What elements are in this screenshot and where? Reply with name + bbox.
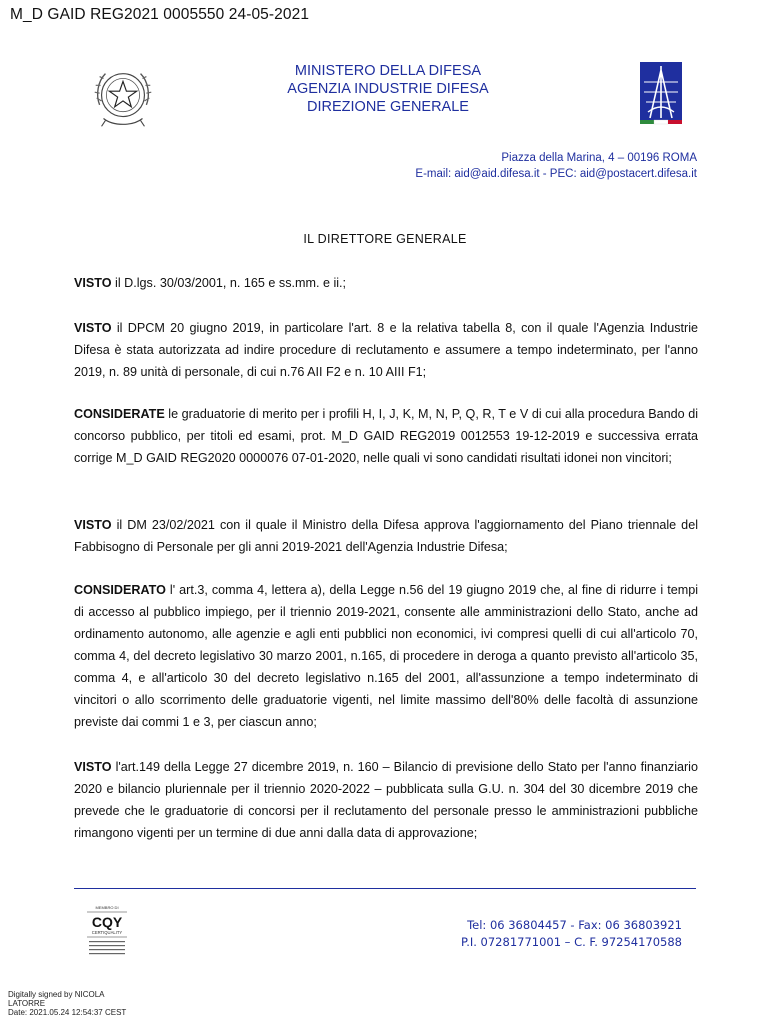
ministry-line-2: AGENZIA INDUSTRIE DIFESA [287, 81, 489, 97]
paragraph-lead: CONSIDERATO [74, 583, 166, 597]
phone-fax-line: Tel: 06 36804457 - Fax: 06 36803921 [467, 918, 682, 932]
address-line: Piazza della Marina, 4 – 00196 ROMA [501, 152, 697, 164]
paragraph-text: l'art.149 della Legge 27 dicembre 2019, n. 160 – Bilancio di previsione dello Stato per l'anno finanziario 2020 e bilancio pluriennale per il triennio 2020-2022 – pubblicata sulla G.U. n. 304 del 30 dicembre 2019 che prevede che le graduatorie di concorsi per il reclutamento del personale presso le amministrazioni pubbliche rimangono vigenti per un termine di due anni dalla data di approvazione; [74, 760, 698, 840]
ministry-line-3: DIREZIONE GENERALE [307, 99, 469, 115]
paragraph-text: il DPCM 20 giugno 2019, in particolare l'art. 8 e la relativa tabella 8, con il quale l'Agenzia Industrie Difesa è stata autorizzata ad indire procedure di reclutamento e assumere a tempo indeterminato, per l'anno 2019, n. 89 unità di personale, di cui n.76 AII F2 e n. 10 AIII F1; [74, 321, 698, 379]
signature-line-2: LATORRE [8, 999, 46, 1008]
paragraph-lead: VISTO [74, 760, 112, 774]
paragraph-text: il DM 23/02/2021 con il quale il Ministro della Difesa approva l'aggiornamento del Piano triennale del Fabbisogno di Personale per gli anni 2019-2021 dell'Agenzia Industrie Difesa; [74, 518, 698, 554]
cert-sub: CERTIQUALITY [91, 930, 123, 935]
document-title: IL DIRETTORE GENERALE [303, 232, 467, 246]
paragraph-4 [74, 514, 698, 558]
paragraph-lead: VISTO [74, 321, 112, 335]
protocol-number: M_D GAID REG2021 0005550 24-05-2021 [10, 6, 310, 23]
cert-mark: CQY [91, 914, 123, 930]
signature-date: Date: 2021.05.24 12:54:37 CEST [8, 1008, 127, 1017]
republic-emblem-icon [84, 60, 162, 138]
paragraph-lead: CONSIDERATE [74, 407, 165, 421]
paragraph-6 [74, 756, 698, 844]
signature-line-1: Digitally signed by NICOLA [8, 990, 105, 999]
paragraph-1 [74, 272, 698, 294]
paragraph-5 [74, 579, 698, 733]
paragraph-3 [74, 403, 698, 469]
address-block [415, 150, 697, 182]
tax-ids-line: P.I. 07281771001 – C. F. 97254170588 [461, 935, 682, 949]
aid-logo-icon [640, 62, 682, 128]
paragraph-lead: VISTO [74, 518, 112, 532]
cert-top-text: MEMBRO DI [95, 905, 119, 910]
footer-divider [74, 888, 696, 889]
paragraph-text: le graduatorie di merito per i profili H, I, J, K, M, N, P, Q, R, T e V di cui alla procedura Bando di concorso pubblico, per titoli ed esami, prot. M_D GAID REG2019 0012553 19-12-2019 e successiva errata corrige M_D GAID REG2020 0000076 07-01-2020, nelle quali vi sono candidati risultati idonei non vincitori; [74, 407, 698, 465]
email-line: E-mail: aid@aid.difesa.it - PEC: aid@postacert.difesa.it [415, 168, 697, 180]
certiquality-logo-icon [79, 903, 135, 969]
paragraph-lead: VISTO [74, 276, 112, 290]
footer-contacts [461, 917, 682, 951]
paragraph-text: il D.lgs. 30/03/2001, n. 165 e ss.mm. e ii.; [111, 276, 347, 290]
ministry-heading [230, 62, 546, 116]
ministry-line-1: MINISTERO DELLA DIFESA [294, 63, 482, 79]
paragraph-2 [74, 317, 698, 383]
paragraph-text: l' art.3, comma 4, lettera a), della Legge n.56 del 19 giugno 2019 che, al fine di ridurre i tempi di accesso al pubblico impiego, per il triennio 2019-2021, consente alle amministrazioni dello Stato, anche ad ordinamento autonomo, alle agenzie e agli enti pubblici non economici, ivi compresi quelli di cui all'articolo 70, comma 4, del decreto legislativo 30 marzo 2001, n.165, di procedere in deroga a quanto previsto all'articolo 35, comma 4, e all'articolo 30 del decreto legislativo n.165 del 2001, all'assunzione a tempo indeterminato di vincitori o allo scorrimento delle graduatorie vigenti, nel limite massimo dell'80% delle facoltà di assunzione previste dai commi 1 e 3, per ciascun anno; [74, 583, 698, 729]
digital-signature [8, 990, 126, 1017]
